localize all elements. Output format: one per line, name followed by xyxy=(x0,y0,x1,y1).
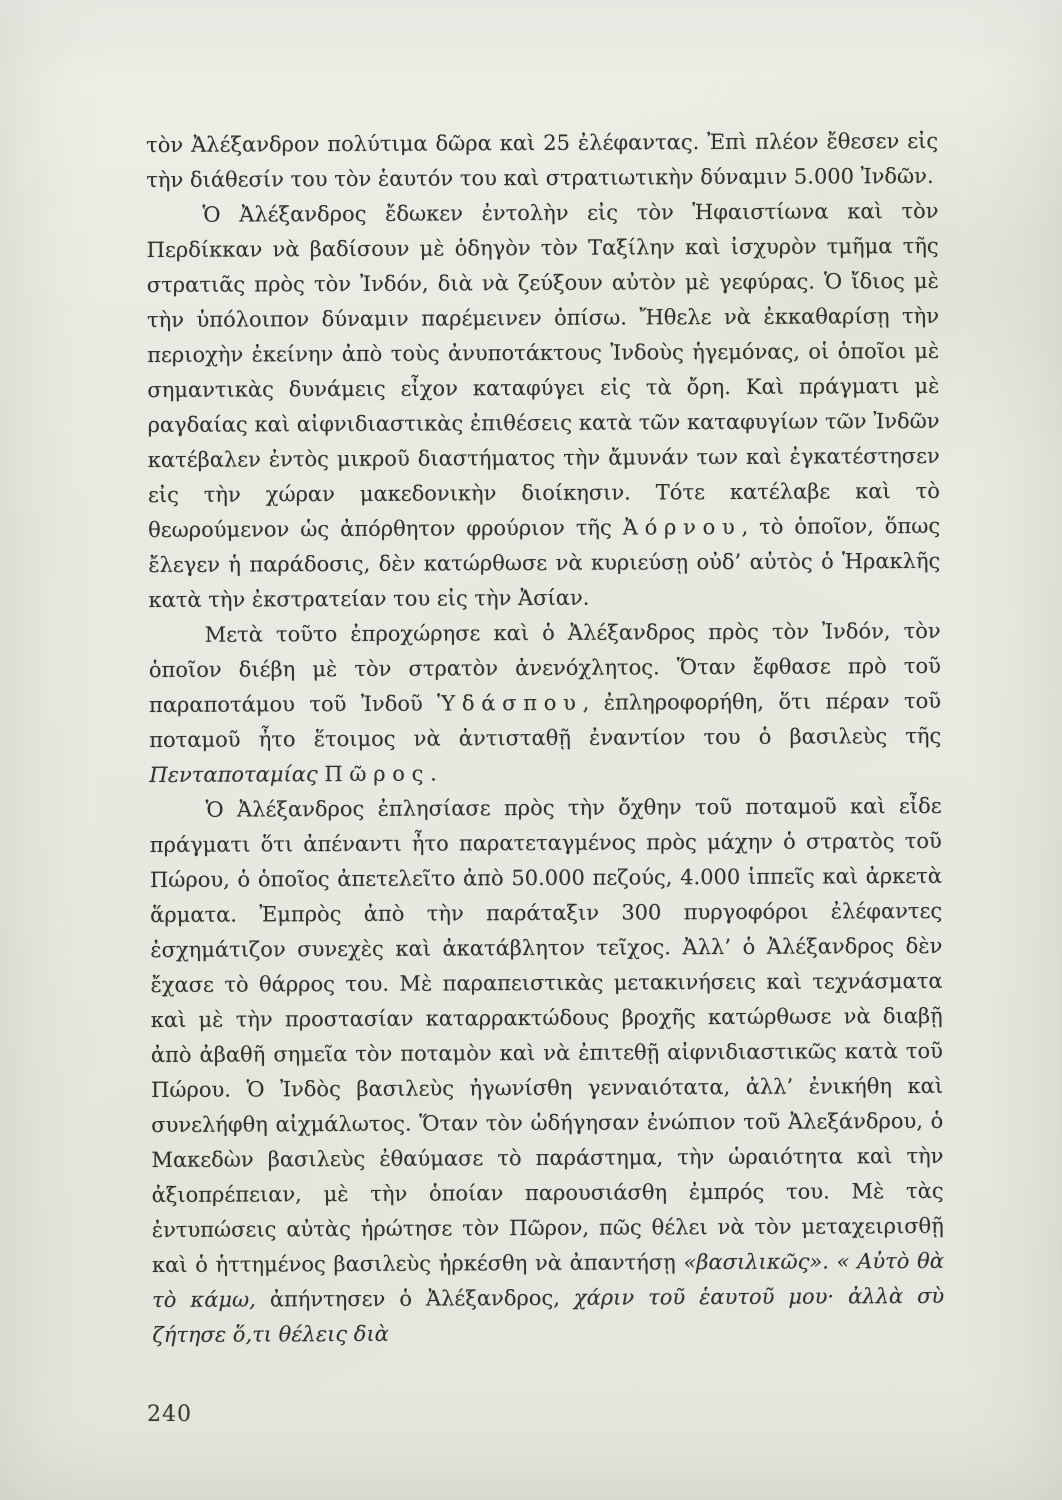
quote-alexander-reply-end: χάριν τοῦ ἑαυτοῦ μου· ἀλλὰ σὺ ζήτησε ὅ,τι θέλεις διὰ xyxy=(152,1283,945,1347)
quote-basilikos: «βασιλικῶς» xyxy=(683,1249,823,1275)
king-name-poros: Πῶρος xyxy=(324,761,431,787)
paragraph-text: . xyxy=(822,1249,837,1274)
paragraph-text: Ὁ Ἀλέξανδρος ἔδωκεν ἐντολὴν εἰς τὸν Ἡφαιστίωνα καὶ τὸν Περδίκκαν νὰ βαδίσουν μὲ ὁδηγὸν τὸν Ταξίλην καὶ ἰσχυρὸν τμῆμα τῆς στρατιᾶς πρὸς τὸν Ἰνδόν, διὰ νὰ ζεύξουν αὐτὸν μὲ γεφύρας. Ὁ ἴδιος μὲ τὴν ὑπόλοιπον δύναμιν παρέμεινεν ὀπίσω. Ἤθελε νὰ ἐκκαθαρίσῃ τὴν περιοχὴν ἐκείνην ἀπὸ τοὺς ἀνυποτάκτους Ἰνδοὺς ἡγεμόνας, οἱ ὁποῖοι μὲ σημαντικὰς δυνάμεις εἶχον καταφύγει εἰς τὰ ὄρη. Καὶ πράγματι μὲ ραγδαίας καὶ αἰφνιδιαστικὰς ἐπιθέσεις κατὰ τῶν καταφυγίων τῶν Ἰνδῶν κατέβαλεν ἐντὸς μικροῦ διαστήματος τὴν ἄμυνάν των καὶ ἐγκατέστησεν εἰς τὴν χώραν μακεδονικὴν διοίκησιν. Τότε κατέλαβε καὶ τὸ θεωρούμενον ὡς ἀπόρθητον φρούριον τῆς xyxy=(146,198,940,542)
river-name-hydaspes: Ὑδάσπου xyxy=(437,690,583,716)
region-name-pentapotamia: Πενταποταμίας xyxy=(149,762,318,787)
paragraph-text: ἀπήντησεν ὁ Ἀλέξανδρος, xyxy=(255,1285,574,1312)
paragraph-text: , τὸ ὁποῖον, ὅπως ἔλεγεν ἡ παράδοσις, δὲν κατώρθωσε νὰ κυριεύσῃ οὐδ’ αὐτὸς ὁ Ἡρακλῆς κατὰ τὴν ἐκστρατείαν του εἰς τὴν Ἀσίαν. xyxy=(148,513,941,612)
paragraph-battle-poros xyxy=(149,789,944,1353)
quote-alexander-reply-start: « Αὐτὸ θὰ τὸ κάμω, xyxy=(152,1248,945,1312)
paragraph-hydaspes xyxy=(149,614,942,793)
text-block xyxy=(146,124,944,1353)
paragraph-text: , ἐπληροφορήθη, ὅτι πέραν τοῦ ποταμοῦ ἦτο ἕτοιμος νὰ ἀντισταθῇ ἐναντίον του ὁ βασιλεὺς τῆς xyxy=(149,688,942,752)
paragraph-text: τὸν Ἀλέξανδρον πολύτιμα δῶρα καὶ 25 ἐλέφαντας. Ἐπὶ πλέον ἔθεσεν εἰς τὴν διάθεσίν του τὸν ἑαυτόν του καὶ στρατιωτικὴν δύναμιν 5.000 Ἰνδῶν. xyxy=(146,128,939,192)
paragraph-text: . xyxy=(430,761,437,786)
paragraph-hephaistion-perdiccas xyxy=(146,194,940,618)
paragraph-text: Μετὰ τοῦτο ἐπροχώρησε καὶ ὁ Ἀλέξανδρος πρὸς τὸν Ἰνδόν, τὸν ὁποῖον διέβη μὲ τὸν στρατὸν ἀνενόχλητος. Ὅταν ἔφθασε πρὸ τοῦ παραποτάμου τοῦ Ἰνδοῦ xyxy=(148,618,941,717)
paragraph-text: Ὁ Ἀλέξανδρος ἐπλησίασε πρὸς τὴν ὄχθην τοῦ ποταμοῦ καὶ εἶδε πράγματι ὅτι ἀπέναντι ἦτο παρατεταγμένος πρὸς μάχην ὁ στρατὸς τοῦ Πώρου, ὁ ὁποῖος ἀπετελεῖτο ἀπὸ 50.000 πεζούς, 4.000 ἱππεῖς καὶ ἀρκετὰ ἅρματα. Ἐμπρὸς ἀπὸ τὴν παράταξιν 300 πυργοφόροι ἐλέφαντες ἐσχημάτιζον συνεχὲς καὶ ἀκατάβλητον τεῖχος. Ἀλλ’ ὁ Ἀλέξανδρος δὲν ἔχασε τὸ θάρρος του. Μὲ παραπειστικὰς μετακινήσεις καὶ τεχνάσματα καὶ μὲ τὴν προστασίαν καταρρακτώδους βροχῆς κατώρθωσε νὰ διαβῇ ἀπὸ ἀβαθῆ σημεῖα τὸν ποταμὸν καὶ νὰ ἐπιτεθῇ αἰφνιδιαστικῶς κατὰ τοῦ Πώρου. Ὁ Ἰνδὸς βασιλεὺς ἠγωνίσθη γενναιότατα, ἀλλ’ ἐνικήθη καὶ συνελήφθη αἰχμάλωτος. Ὅταν τὸν ὡδήγησαν ἐνώπιον τοῦ Ἀλεξάνδρου, ὁ Μακεδὼν βασιλεὺς ἐθαύμασε τὸ παράστημα, τὴν ὡραιότητα καὶ τὴν ἀξιοπρέπειαν, μὲ τὴν ὁποίαν παρουσιάσθη ἐμπρός του. Μὲ τὰς ἐντυπώσεις αὐτὰς ἠρώτησε τὸν Πῶρον, πῶς θέλει νὰ τὸν μεταχειρισθῇ καὶ ὁ ἡττημένος βασιλεὺς ἠρκέσθη νὰ ἀπαντήσῃ xyxy=(149,793,944,1277)
fortress-name-aornos: Ἀόρνου xyxy=(622,514,742,540)
paragraph-continuation xyxy=(146,124,938,198)
page-number: 240 xyxy=(147,1402,192,1427)
